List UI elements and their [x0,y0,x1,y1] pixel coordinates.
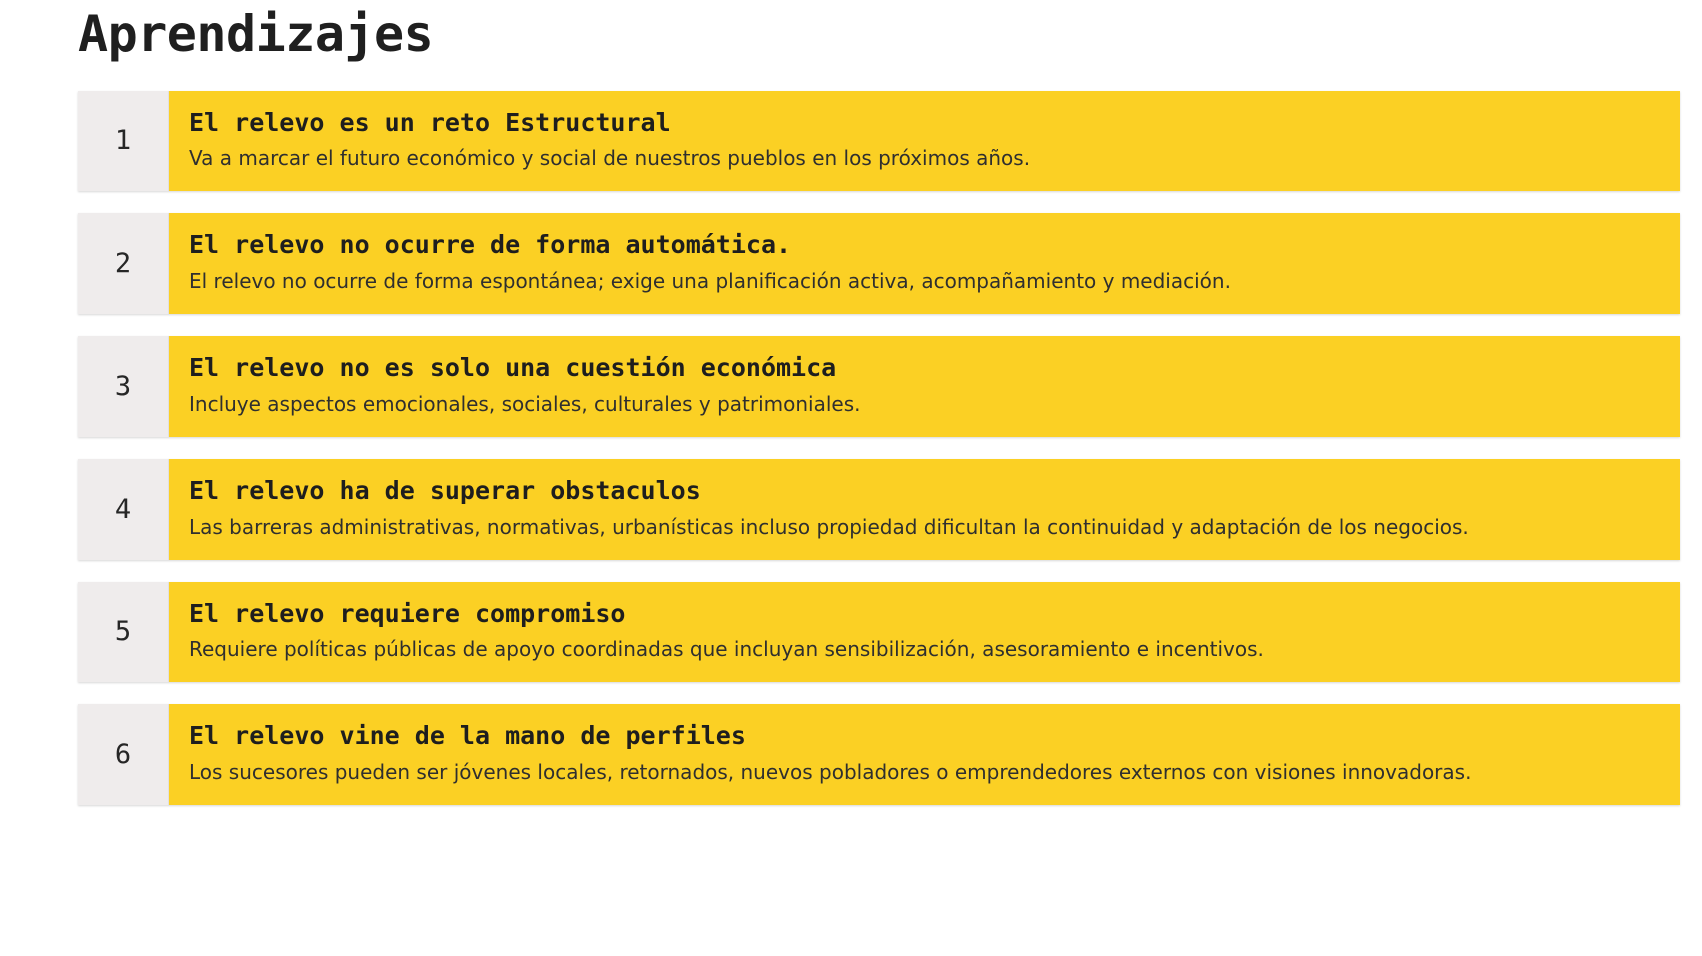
list-item-number: 5 [78,582,169,683]
list-item-description: Los sucesores pueden ser jóvenes locales, retornados, nuevos pobladores o emprendedores externos con visiones innovadoras. [189,760,1472,784]
list-item-number: 4 [78,459,169,560]
list-item-number: 1 [78,91,169,192]
list-item [78,336,1680,437]
list-item [78,704,1680,805]
list-item-body [169,459,1680,560]
list-item-description: El relevo no ocurre de forma espontánea; exige una planificación activa, acompañamiento y mediación. [189,269,1231,293]
list-item-body [169,336,1680,437]
list-item-description: Las barreras administrativas, normativas, urbanísticas incluso propiedad dificultan la continuidad y adaptación de los negocios. [189,514,1469,539]
list-item [78,459,1680,560]
list-item-title: El relevo requiere compromiso [189,598,626,628]
list-item-number: 6 [78,704,169,805]
list-item [78,582,1680,683]
list-item-description: Incluye aspectos emocionales, sociales, culturales y patrimoniales. [189,391,861,416]
list-item-description: Va a marcar el futuro económico y social de nuestros pueblos en los próximos años. [189,146,1031,171]
list-item-title: El relevo no ocurre de forma automática. [189,230,792,260]
list-item-body [169,91,1680,192]
list-item-body [169,582,1680,683]
list-item-description: Requiere políticas públicas de apoyo coordinadas que incluyan sensibilización, asesoramiento e incentivos. [189,637,1264,662]
list-item-number: 2 [78,213,169,314]
list-item-title: El relevo es un reto Estructural [189,107,671,137]
list-item-title: El relevo vine de la mano de perfiles [189,721,746,751]
list-item [78,213,1680,314]
list-item-number: 3 [78,336,169,437]
list-item-title: El relevo ha de superar obstaculos [189,475,701,505]
list-item-body [169,704,1680,805]
list-item-title: El relevo no es solo una cuestión económica [189,353,837,382]
learnings-list [0,91,1702,806]
list-item-body [169,213,1680,314]
list-item [78,91,1680,192]
page-title: Aprendizajes [78,5,434,63]
